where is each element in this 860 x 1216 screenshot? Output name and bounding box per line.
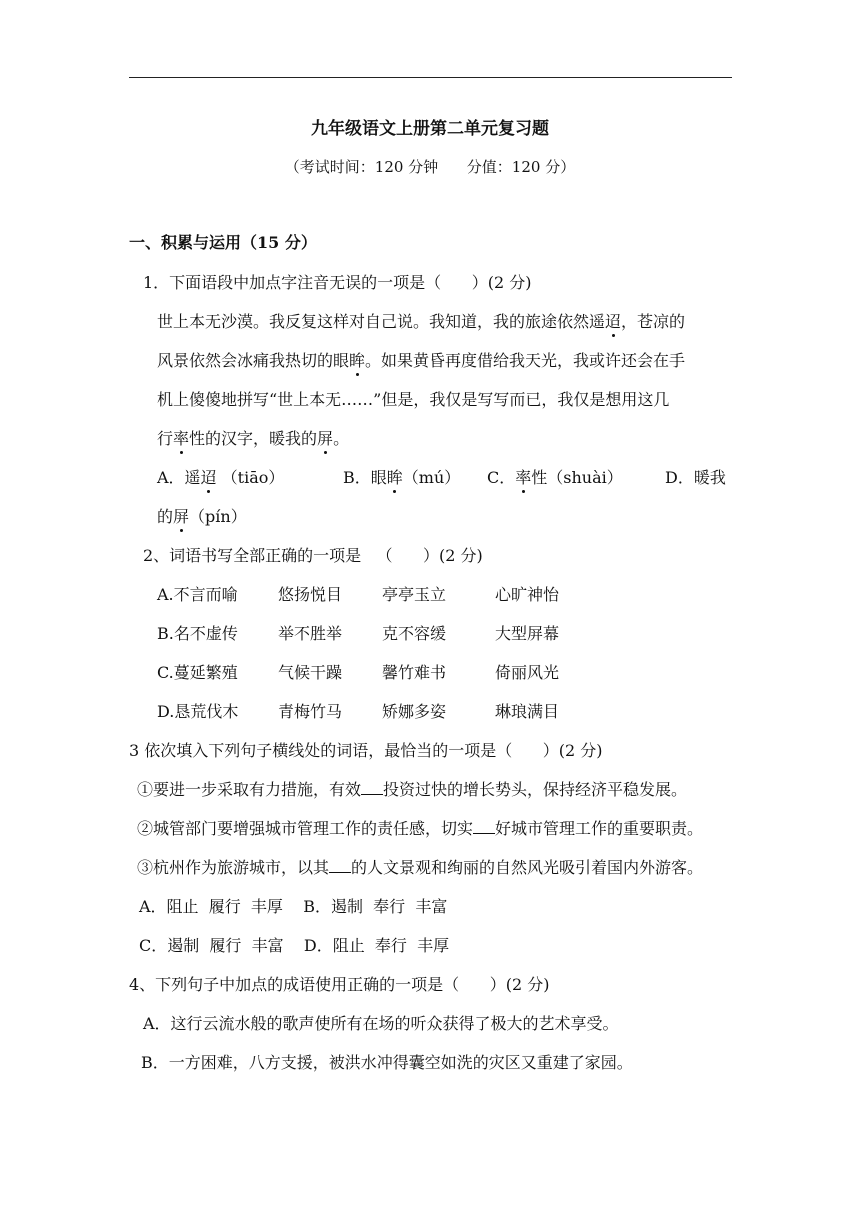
passage-line-4: 行率性的汉字，暖我的屏。 [157,429,350,448]
option-b-word-3: 克不容缓 [382,624,447,643]
section-heading: 一、积累与运用（15 分） [129,233,317,252]
question-2-option-c: C.蔓延繁殖 [157,663,238,682]
question-3-sentence-1: ①要进一步采取有力措施，有效 投资过快的增长势头，保持经济平稳发展。 [137,780,688,799]
question-3-stem: 3 依次填入下列句子横线处的词语，最恰当的一项是（ ）(2 分) [129,741,603,760]
blank-line [361,780,383,795]
question-2-stem: 2、词语书写全部正确的一项是 （ ）(2 分) [143,546,483,565]
question-3-sentence-3: ③杭州作为旅游城市，以其 的人文景观和绚丽的自然风光吸引着国内外游客。 [137,858,704,877]
option-d-word-3: 矫娜多姿 [382,702,447,721]
question-2-option-a: A.不言而喻 [157,585,238,604]
question-3-options-cd: C．遏制 履行 丰富 D．阻止 奉行 丰厚 [139,936,450,955]
option-a-word-3: 亭亭玉立 [382,585,447,604]
header-rule [129,77,732,78]
option-c-word-2: 气候干躁 [278,663,343,682]
question-3-sentence-2: ②城管部门要增强城市管理工作的责任感，切实 好城市管理工作的重要职责。 [137,819,704,838]
option-c-word-3: 馨竹难书 [382,663,447,682]
option-a-word-4: 心旷神怡 [495,585,560,604]
option-c-word-4: 倚丽风光 [495,663,560,682]
question-1-option-a: A．遥迢 （tiāo） [157,468,285,487]
question-1-option-c: C．率性（shuài） [487,468,623,487]
question-1-option-d-cont: 的屏（pín） [157,507,247,526]
question-1-stem: 1．下面语段中加点字注音无误的一项是（ ）(2 分) [143,273,532,292]
option-d-word-4: 琳琅满目 [495,702,560,721]
question-4-stem: 4、下列句子中加点的成语使用正确的一项是（ ）(2 分) [129,975,550,994]
question-4-option-a: A．这行云流水般的歌声使所有在场的听众获得了极大的艺术享受。 [143,1014,619,1033]
question-2-option-b: B.名不虚传 [157,624,238,643]
passage-line-3: 机上傻傻地拼写“世上本无……”但是，我仅是写写而已，我仅是想用这几 [157,390,670,409]
question-1-option-b: B．眼眸（mú） [343,468,461,487]
question-2-option-d: D.恳荒伐木 [157,702,239,721]
option-b-word-2: 举不胜举 [278,624,343,643]
question-4-option-b: B．一方困难，八方支援，被洪水冲得囊空如洗的灾区又重建了家园。 [141,1053,633,1072]
question-1-option-d: D．暖我 [665,468,726,487]
question-3-options-ab: A．阻止 履行 丰厚 B．遏制 奉行 丰富 [139,897,448,916]
blank-line [473,819,495,834]
blank-line [329,858,351,873]
option-a-word-2: 悠扬悦目 [278,585,343,604]
exam-info: （考试时间：120 分钟 分值：120 分） [284,158,576,176]
page-title: 九年级语文上册第二单元复习题 [311,119,549,139]
passage-line-1: 世上本无沙漠。我反复这样对自己说。我知道，我的旅途依然遥迢，苍凉的 [157,312,686,331]
passage-line-2: 风景依然会冰痛我热切的眼眸。如果黄昏再度借给我天光，我或许还会在手 [157,351,686,370]
option-d-word-2: 青梅竹马 [278,702,343,721]
option-b-word-4: 大型屏幕 [495,624,560,643]
